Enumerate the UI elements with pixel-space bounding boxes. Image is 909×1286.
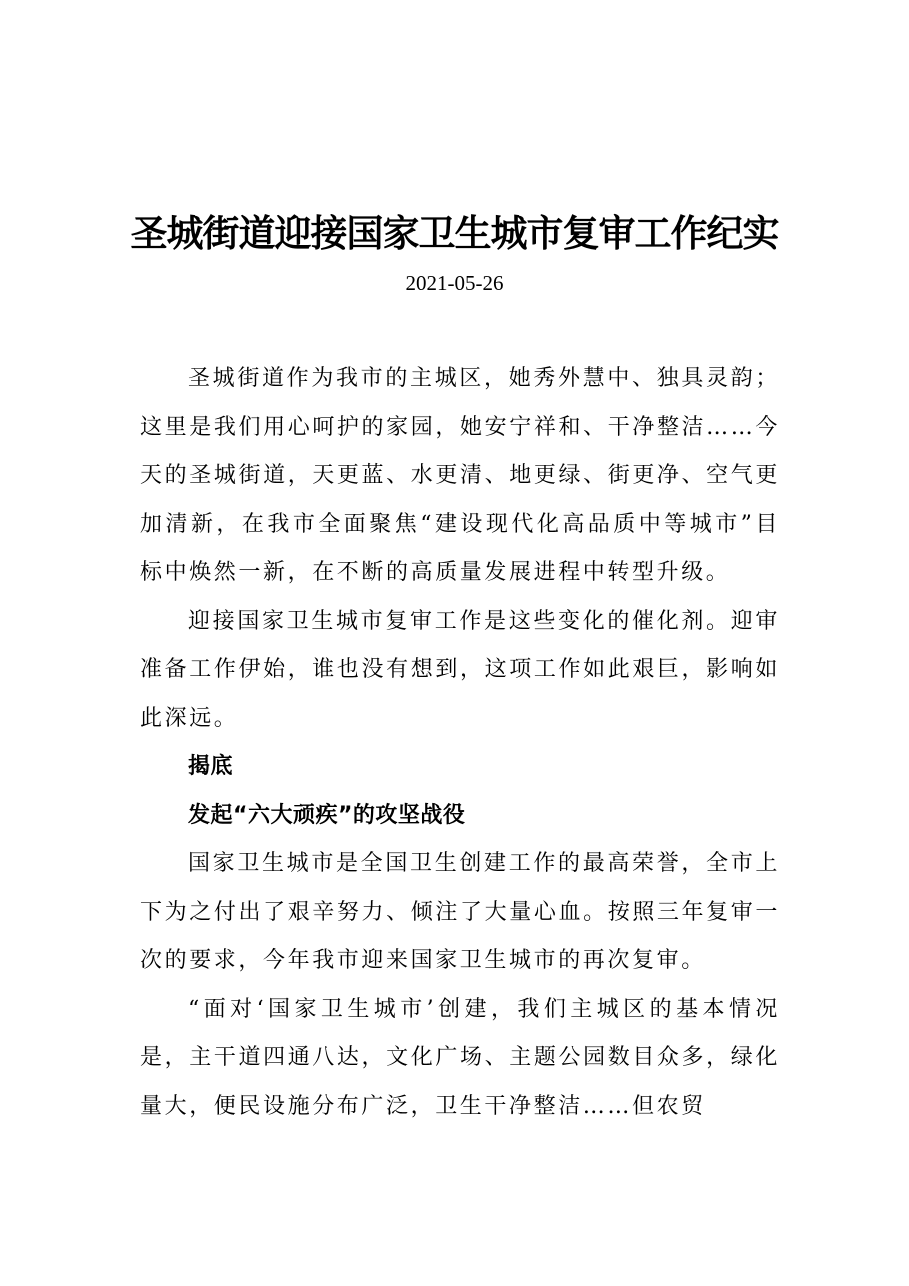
section-heading-reveal: 揭底 bbox=[188, 754, 234, 779]
paragraph-catalyst: 迎接国家卫生城市复审工作是这些变化的催化剂。迎审准备工作伊始，谁也没有想到，这项工作如此艰巨，影响如此深远。 bbox=[140, 608, 780, 731]
paragraph-honor: 国家卫生城市是全国卫生创建工作的最高荣誉，全市上下为之付出了艰辛努力、倾注了大量心血。按照三年复审一次的要求，今年我市迎来国家卫生城市的再次复审。 bbox=[140, 851, 780, 973]
paragraph-quote: “面对‘国家卫生城市’创建，我们主城区的基本情况是，主干道四通八达，文化广场、主题公园数目众多，绿化量大，便民设施分布广泛，卫生干净整洁……但农贸 bbox=[140, 996, 780, 1119]
section-subheading-campaign: 发起“六大顽疾”的攻坚战役 bbox=[188, 802, 466, 828]
paragraph-intro: 圣城街道作为我市的主城区，她秀外慧中、独具灵韵；这里是我们用心呵护的家园，她安宁祥和、干净整洁……今天的圣城街道，天更蓝、水更清、地更绿、街更净、空气更加清新，在我市全面聚焦“建设现代化高品质中等城市”目标中焕然一新，在不断的高质量发展进程中转型升级。 bbox=[140, 366, 780, 585]
document-title: 圣城街道迎接国家卫生城市复审工作纪实 bbox=[130, 211, 779, 255]
article-body bbox=[140, 355, 780, 1131]
publish-date: 2021-05-26 bbox=[405, 271, 504, 295]
